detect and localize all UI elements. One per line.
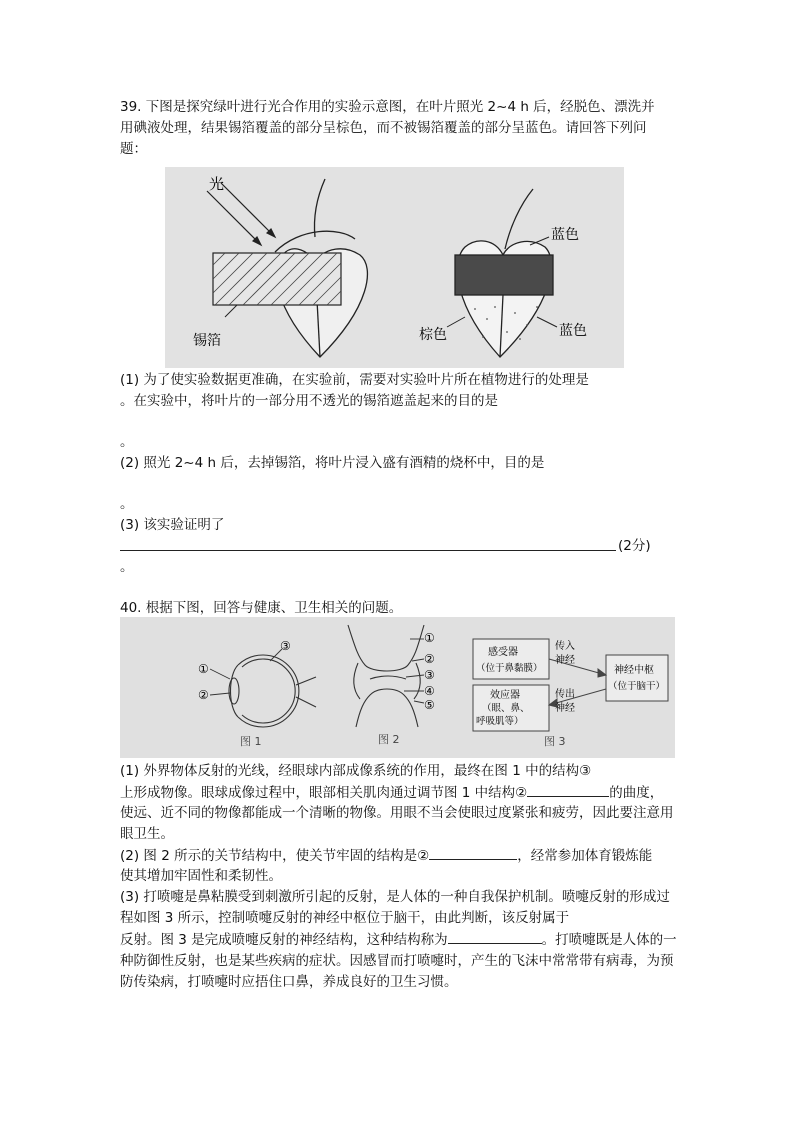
q39-sub3-end: 。 [120,559,134,575]
afferent-line1: 传入 [555,641,575,652]
q40-sub3-a: (3) 打喷嚏是鼻粘膜受到刺激所引起的反射，是人体的一种自我保护机制。喷嚏反射的形成过程如图 3 所示，控制喷嚏反射的神经中枢位于脑干，由此判断，该反射属于 [120,889,670,926]
q39-sub1-end: 。 [120,434,134,450]
foil-label: 锡箔 [193,333,221,349]
q40-sub1-b-after: 的曲度， [609,785,664,801]
q39-sub2-end: 。 [120,496,134,512]
effector-line1: 效应器 [490,690,520,701]
q39-sub2: (2) 照光 2~4 h 后，去掉锡箔，将叶片浸入盛有酒精的烧杯中，目的是 [120,455,545,471]
receptor-line2: （位于鼻黏膜） [476,663,543,674]
q39-sub1-line1: (1) 为了使实验数据更准确，在实验前，需要对实验叶片所在植物进行的处理是 [120,372,589,388]
fig2-caption: 图 2 [378,733,400,746]
center-box [606,655,668,701]
q40-sub1-c: 使远、近不同的物像都能成一个清晰的物像。用眼不当会使眼过度紧张和疲劳，因此要注意用眼卫生。 [120,805,674,842]
q40-figure [120,617,675,758]
foil-strip [213,253,341,305]
receptor-line1: 感受器 [488,647,518,658]
brown-label: 棕色 [419,327,447,343]
afferent-line2: 神经 [555,655,575,666]
q39-sub3-score: (2分) [618,538,651,554]
center-line1: 神经中枢 [614,665,654,676]
bg-faint-text [225,173,441,194]
q40-sub3-b-after: 。打喷嚏既是人体的一种防御性反射，也是某些疾病的症状。因感冒而打喷嚏时，产生的飞沫中常常带有病毒，为预防传染病，打喷嚏时应捂住口鼻，养成良好的卫生习惯。 [120,932,677,990]
q40-sub1-blank[interactable] [527,782,609,797]
efferent-line2: 神经 [555,703,575,714]
q40-stem: 40. 根据下图，回答与健康、卫生相关的问题。 [120,600,403,616]
efferent-line1: 传出 [555,689,575,700]
q40-sub2-a: (2) 图 2 所示的关节结构中，使关节牢固的结构是② [120,848,430,864]
q40-sub3-b-row [120,929,680,993]
q40-sub1-b-row [120,782,690,804]
fig1-marker-1: ① [198,662,209,676]
q40-sub2-blank[interactable] [429,845,517,860]
blue-top-label: 蓝色 [551,227,579,243]
q39-sub1-line2: 。在实验中，将叶片的一部分用不透光的锡箔遮盖起来的目的是 [120,393,498,409]
effector-line3: 呼吸肌等） [476,716,524,727]
effector-line2: （眼、鼻、 [482,703,530,714]
q40-sub1-b: 上形成物像。眼球成像过程中，眼部相关肌肉通过调节图 1 中结构② [120,785,528,801]
q39-sub3-answer-line[interactable] [120,550,616,551]
fig2-marker-3: ③ [424,668,435,682]
fig1-marker-3: ③ [280,639,291,653]
q39-stem: 39. 下图是探究绿叶进行光合作用的实验示意图，在叶片照光 2~4 h 后，经脱色、漂洗并用碘液处理，结果锡箔覆盖的部分呈棕色，而不被锡箔覆盖的部分呈蓝色。请回答下列问题： [120,99,655,157]
center-line2: （位于脑干） [608,681,666,692]
fig2-marker-4: ④ [424,684,435,698]
blue-bottom-label: 蓝色 [559,323,587,339]
fig2-marker-5: ⑤ [424,698,435,712]
light-label: 光 [209,175,225,193]
q40-sub3-blank[interactable] [448,929,542,944]
fig3-caption: 图 3 [544,735,566,748]
fig1-marker-2: ② [198,688,209,702]
fig2-marker-1: ① [424,631,435,645]
fig2-marker-2: ② [424,652,435,666]
q40-sub1-a: (1) 外界物体反射的光线，经眼球内部成像系统的作用，最终在图 1 中的结构③ [120,763,592,779]
q40-sub2-a-after: ，经常参加体育锻炼能 [517,848,653,864]
q40-sub3-b: 反射。图 3 是完成喷嚏反射的神经结构，这种结构称为 [120,932,448,948]
q39-sub3: (3) 该实验证明了 [120,517,225,533]
q39-leaf-figure [165,167,624,368]
q40-sub2-a-row [120,845,690,867]
q40-sub2-b: 使其增加牢固性和柔韧性。 [120,868,282,884]
fig1-caption: 图 1 [240,735,262,748]
